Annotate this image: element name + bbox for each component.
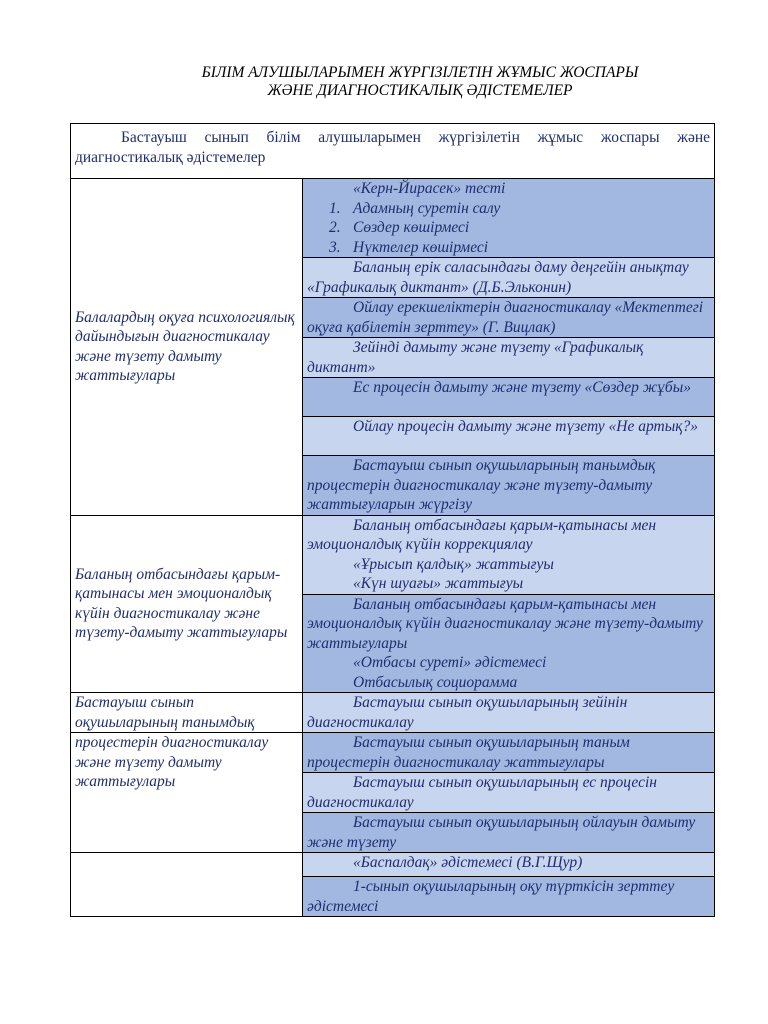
cell-text: Бастауыш сынып оқушыларының ойлауын дамыту және түзету xyxy=(307,814,696,851)
section2-row2-cell xyxy=(303,594,715,693)
cell-text: «Отбасы суреті» әдістемесі xyxy=(353,654,547,671)
cell-text: Баланың ерік саласындағы даму деңгейін анықтау «Графикалық диктант» (Д.Б.Эльконин) xyxy=(307,259,689,296)
table-header-cell xyxy=(71,124,715,179)
table-header-text: Бастауыш сынып білім алушыларымен жүргізілетін жұмыс жоспары және диагностикалық әдістемелер xyxy=(75,129,711,166)
section1-label: Балалардың оқуға психологиялық дайындығын диагностикалау және түзету дамыту жаттығулары xyxy=(75,308,295,385)
cell-text: «Баспалдақ» әдістемесі (В.Г.Щур) xyxy=(353,854,583,871)
cell-text: Бастауыш сынып оқушыларының танымдық процестерін диагностикалау және түзету-дамыту жаттығуларын жүргізу xyxy=(307,457,656,513)
table-row xyxy=(71,515,715,594)
section2-label-cell xyxy=(71,515,303,693)
section3-row2-cell xyxy=(303,733,715,773)
cell-text: Зейінді дамыту және түзету «Графикалық диктант» xyxy=(307,339,644,376)
section1-row6-cell xyxy=(303,417,715,456)
section3-row4-cell xyxy=(303,813,715,853)
cell-text: Отбасылық социорамма xyxy=(353,673,518,691)
section2-label: Баланың отбасындағы қарым-қатынасы мен эмоционалдық күйін диагностикалау және түзету-дамыту жаттығулары xyxy=(75,565,288,642)
list-item: 1. Адамның суретін салу xyxy=(329,199,501,217)
list-item: 2. Сөздер көшірмесі xyxy=(329,219,470,236)
work-plan-table xyxy=(70,123,715,917)
cell-text: Бастауыш сынып оқушыларының ес процесін диагностикалау xyxy=(307,774,657,811)
list-item: 3. Нүктелер көшірмесі xyxy=(329,238,489,256)
document-title xyxy=(150,64,690,100)
section1-row7-cell xyxy=(303,456,715,516)
title-line-2: ЖӘНЕ ДИАГНОСТИКАЛЫҚ ӘДІСТЕМЕЛЕР xyxy=(267,82,573,99)
cell-text: «Ұрысып қалдық» жаттығуы xyxy=(353,555,554,573)
cell-text: Ойлау процесін дамыту және түзету «Не артық?» xyxy=(353,418,698,435)
section4-row2-cell xyxy=(303,877,715,917)
title-line-1: БІЛІМ АЛУШЫЛАРЫМЕН ЖҮРГІЗІЛЕТІН ЖҰМЫС ЖОСПАРЫ xyxy=(201,64,639,81)
cell-text: Баланың отбасындағы қарым-қатынасы мен эмоционалдық күйін диагностикалау және түзету-дамыту жаттығулары xyxy=(307,595,703,652)
cell-text: Ес процесін дамыту және түзету «Сөздер жұбы» xyxy=(353,379,691,396)
section1-row3-cell xyxy=(303,298,715,338)
cell-text: Бастауыш сынып оқушыларының таным процестерін диагностикалау жаттығулары xyxy=(307,734,630,771)
cell-text: Баланың отбасындағы қарым-қатынасы мен эмоционалдық күйін коррекциялау xyxy=(307,516,657,553)
cell-text: Бастауыш сынып оқушыларының зейінін диагностикалау xyxy=(307,694,628,731)
section4-empty-cell xyxy=(71,853,303,917)
section3-label-top-cell xyxy=(71,693,303,733)
section1-label-cell xyxy=(71,179,303,516)
section1-row5-cell xyxy=(303,378,715,417)
table-row xyxy=(71,179,715,258)
kern-test-title: «Керн-Йирасек» тесті xyxy=(353,180,506,197)
section1-row1-cell xyxy=(303,179,715,258)
cell-text: 1-сынып оқушыларының оқу түрткісін зерттеу әдістемесі xyxy=(307,878,675,915)
cell-text: Ойлау ерекшеліктерін диагностикалау «Мектептегі оқуға қабілетін зерттеу» (Г. Вицлак) xyxy=(307,299,704,336)
section3-row1-cell xyxy=(303,693,715,733)
section3-row3-cell xyxy=(303,773,715,813)
table-row xyxy=(71,733,715,773)
section3-label-top: Бастауыш сынып оқушыларының танымдық xyxy=(75,694,255,731)
table-row xyxy=(71,853,715,877)
section2-row1-cell xyxy=(303,515,715,594)
section1-row4-cell xyxy=(303,338,715,378)
section4-row1-cell xyxy=(303,853,715,877)
section3-label-bottom: процестерін диагностикалау және түзету дамыту жаттығулары xyxy=(75,734,269,790)
table-header-row xyxy=(71,124,715,179)
section1-row2-cell xyxy=(303,258,715,298)
cell-text: «Күн шуағы» жаттығуы xyxy=(353,575,524,592)
table-row xyxy=(71,693,715,733)
section3-label-bottom-cell xyxy=(71,733,303,853)
